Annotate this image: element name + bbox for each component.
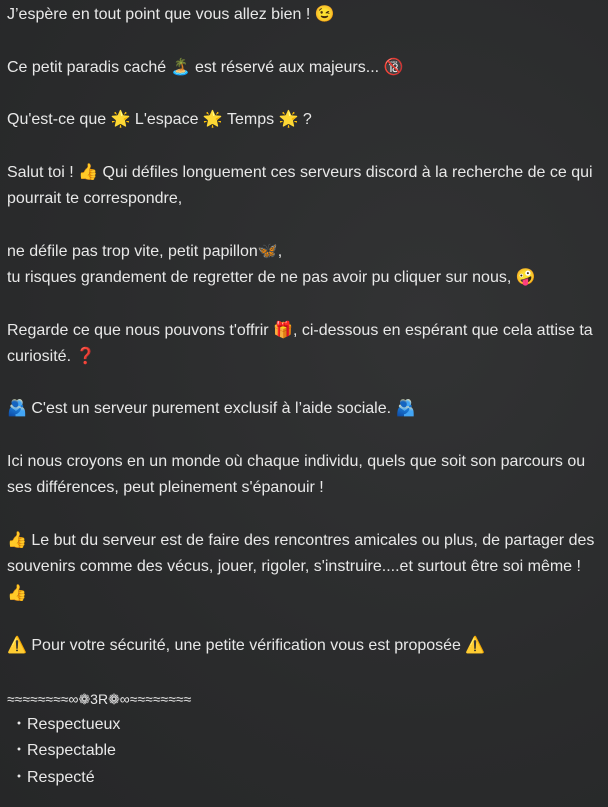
list-item: ・Respectable <box>11 742 116 760</box>
paragraph-question <box>7 107 602 133</box>
text-line: ne défile pas trop vite, petit papillon🦋, <box>7 242 283 260</box>
text-line: 🫂 C'est un serveur purement exclusif à l’aide sociale. 🫂 <box>7 400 416 418</box>
text-line: ⚠️ Pour votre sécurité, une petite vérification vous est proposée ⚠️ <box>7 637 486 655</box>
text-line: Ce petit paradis caché 🏝️ est réservé aux majeurs... 🔞 <box>7 58 404 76</box>
paragraph-greeting <box>7 2 602 28</box>
text-line: tu risques grandement de regretter de ne pas avoir pu cliquer sur nous, 🤪 <box>7 268 536 286</box>
paragraph-offer <box>7 318 602 371</box>
paragraph-social-aid <box>7 396 602 422</box>
text-line: Qu'est-ce que 🌟 L'espace 🌟 Temps 🌟 ? <box>7 111 312 129</box>
divider-text: ≈≈≈≈≈≈≈≈∞❁3R❁∞≈≈≈≈≈≈≈≈ <box>7 690 192 707</box>
paragraph-adults-only <box>7 55 602 81</box>
paragraph-security <box>7 633 602 659</box>
list-item: ・Respectueux <box>11 716 121 734</box>
text-line: Ici nous croyons en un monde où chaque individu, quels que soit son parcours ou ses différences, peut pleinement s'épanouir ! <box>7 453 586 497</box>
text-line: Regarde ce que nous pouvons t'offrir 🎁, ci-dessous en espérant que cela attise ta curiosité. ❓ <box>7 321 593 365</box>
text-line: J’espère en tout point que vous allez bien ! 😉 <box>7 6 335 23</box>
list-item: ・Respecté <box>11 768 95 786</box>
values-section <box>7 686 602 791</box>
paragraph-goal <box>7 528 602 607</box>
paragraph-belief <box>7 449 602 502</box>
paragraph-salut <box>7 160 602 213</box>
text-line: Salut toi ! 👍 Qui défiles longuement ces serveurs discord à la recherche de ce qui pourrait te correspondre, <box>7 163 593 208</box>
paragraph-papillon <box>7 239 602 292</box>
text-line: 👍 Le but du serveur est de faire des rencontres amicales ou plus, de partager des souvenirs comme des vécus, jouer, rigoler, s'instruire....et surtout être soi même ! 👍 <box>7 531 595 602</box>
